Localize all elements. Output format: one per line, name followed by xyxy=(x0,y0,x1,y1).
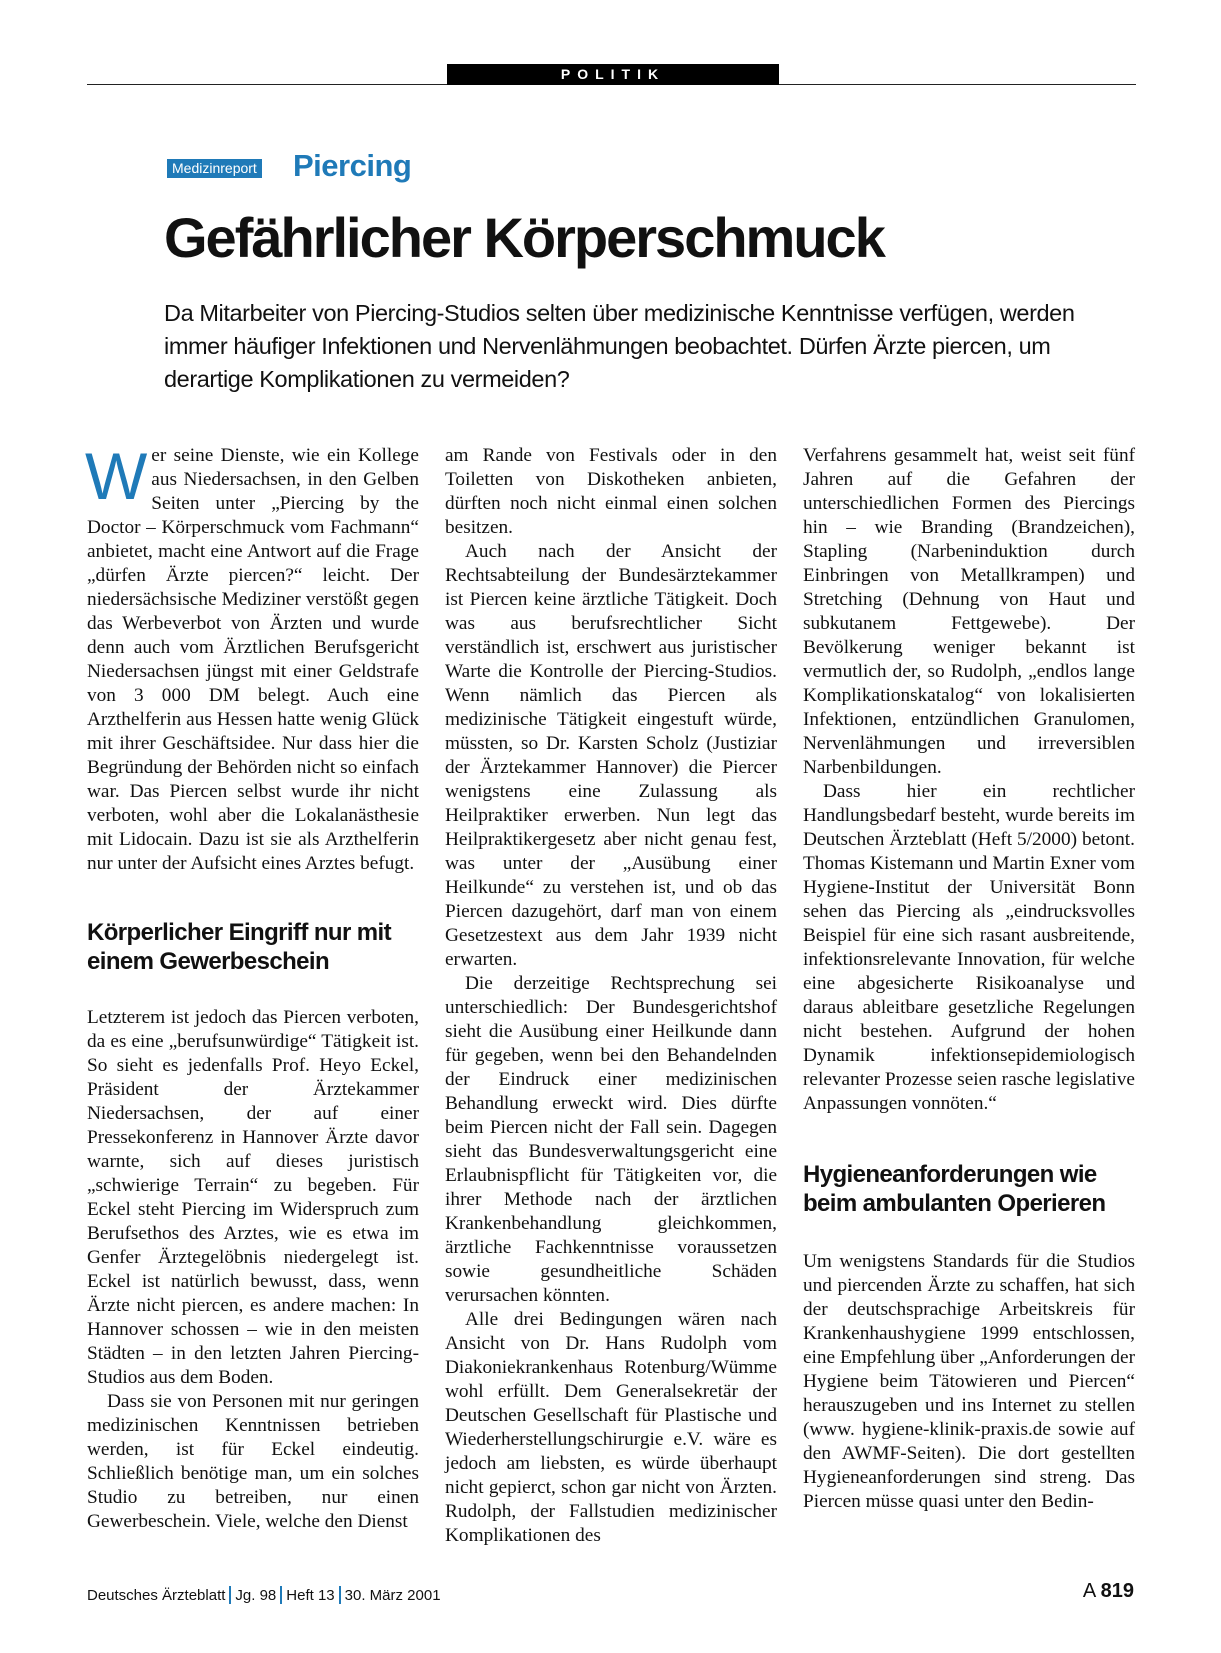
headline: Gefährlicher Körperschmuck xyxy=(164,206,884,269)
drop-cap: W xyxy=(85,439,148,513)
volume: Jg. 98 xyxy=(235,1587,277,1604)
subheading: Körperlicher Eingriff nur mit einem Gewerbeschein xyxy=(87,919,391,975)
lead-paragraph: Da Mitarbeiter von Piercing-Studios selten über medizinische Kenntnisse verfügen, werden immer häufiger Infektionen und Nervenlähmungen beobachtet. Dürfen Ärzte piercen, um derartige Komplikationen zu vermeiden? xyxy=(164,300,1075,392)
separator xyxy=(280,1586,282,1604)
body-paragraph: Alle drei Bedingungen wären nach Ansicht von Dr. Hans Rudolph vom Diakoniekrankenhaus Rotenburg/Wümme wohl erfüllt. Dem Generalsekretär der Deutschen Gesellschaft für Plastische und Wiederherstellungschirurgie e.V. wäre es jedoch am liebsten, es würde überhaupt nicht gepierct, schon gar nicht von Ärzten. Rudolph, der Fallstudien medizinischer Komplikationen des xyxy=(445,1309,777,1546)
body-paragraph: er seine Dienste, wie ein Kollege aus Niedersachsen, in den Gelben Seiten unter „Piercing by the Doctor – Körperschmuck vom Fachmann“ anbietet, macht eine Antwort auf die Frage „dürfen Ärzte piercen?“ leicht. Der niedersächsische Mediziner verstößt gegen das Werbeverbot von Ärzten und wurde denn auch vom Ärztlichen Berufsgericht Niedersachsen jüngst mit einer Geldstrafe von 3 000 DM belegt. Auch eine Arzthelferin aus Hessen hatte wenig Glück mit ihrer Geschäftsidee. Nur dass hier die Begründung der Behörden nicht so einfach war. Das Piercen selbst wurde ihr nicht verboten, wohl aber die Lokalanästhesie mit Lidocain. Dazu ist sie als Arzthelferin nur unter der Aufsicht eines Arztes befugt. xyxy=(87,445,419,874)
footer-citation xyxy=(87,1586,441,1604)
body-paragraph: Dass sie von Personen mit nur geringen medizinischen Kenntnissen betrieben werden, ist für Eckel eindeutig. Schließlich benötige man, um ein solches Studio zu betreiben, nur einen Gewerbeschein. Viele, welche den Dienst xyxy=(87,1391,419,1532)
page-prefix: A xyxy=(1082,1580,1096,1602)
body-paragraph: Verfahrens gesammelt hat, weist seit fünf Jahren auf die Gefahren der unterschiedlichen Formen des Piercings hin – wie Branding (Brandzeichen), Stapling (Narbeninduktion durch Einbringen von Metallkrampen) und Stretching (Dehnung von Haut und subkutanem Fettgewebe). Der Bevölkerung weniger bekannt ist vermutlich der, so Rudolph, „endlos lange Komplikationskatalog“ von lokalisierten Infektionen, entzündlichen Granulomen, Nervenlähmungen und irreversiblen Narbenbildungen. xyxy=(803,445,1135,778)
section-label: POLITIK xyxy=(447,64,779,85)
page-number-value: 819 xyxy=(1100,1580,1134,1602)
kicker-badge: Medizinreport xyxy=(167,159,262,178)
kicker-topic: Piercing xyxy=(293,148,412,183)
body-paragraph: Dass hier ein rechtlicher Handlungsbedarf besteht, wurde bereits im Deutschen Ärzteblatt (Heft 5/2000) betont. Thomas Kistemann und Martin Exner vom Hygiene-Institut der Universität Bonn sehen das Piercing als „eindrucksvolles Beispiel für eine sich rasant ausbreitende, infektionsrelevante Innovation, für welche eine abgesicherte Risikoanalyse und daraus ableitbare gesetzliche Regelungen nicht bestehen. Aufgrund der hohen Dynamik infektionsepidemiologisch relevanter Prozesse seien rasche legislative Anpassungen vonnöten.“ xyxy=(803,781,1135,1114)
issue: Heft 13 xyxy=(286,1587,335,1604)
journal-name: Deutsches Ärzteblatt xyxy=(87,1587,226,1604)
article-column-2 xyxy=(445,444,777,1548)
subheading: Hygieneanforderungen wie beim ambulanten Operieren xyxy=(803,1161,1106,1217)
separator xyxy=(229,1586,231,1604)
page-number xyxy=(1083,1580,1134,1603)
separator xyxy=(339,1586,341,1604)
body-paragraph: Auch nach der Ansicht der Rechtsabteilung der Bundesärztekammer ist Piercen keine ärztliche Tätigkeit. Doch was aus berufsrechtlicher Sicht verständlich ist, erschwert aus juristischer Warte die Kontrolle der Piercing-Studios. Wenn nämlich das Piercen als medizinische Tätigkeit eingestuft würde, müssten, so Dr. Karsten Scholz (Justiziar der Ärztekammer Hannover) die Piercer wenigstens eine Zulassung als Heilpraktiker erwerben. Nun legt das Heilpraktikergesetz aber nicht genau fest, was unter der „Ausübung einer Heilkunde“ zu verstehen ist, und ob das Piercen dazugehört, darf man von einem Gesetzestext aus dem Jahr 1939 nicht erwarten. xyxy=(445,541,777,970)
body-paragraph: Letzterem ist jedoch das Piercen verboten, da es eine „berufsunwürdige“ Tätigkeit ist. So sieht es jedenfalls Prof. Heyo Eckel, Präsident der Ärztekammer Niedersachsen, der auf einer Pressekonferenz in Hannover Ärzte davor warnte, sich auf dieses juristisch „schwierige Terrain“ zu begeben. Für Eckel steht Piercing im Widerspruch zum Berufsethos des Arztes, wie es etwa im Genfer Ärztegelöbnis niedergelegt ist. Eckel ist natürlich bewusst, dass, wenn Ärzte nicht piercen, es andere machen: In Hannover schossen – wie in den meisten Städten – in den letzten Jahren Piercing-Studios aus dem Boden. xyxy=(87,1007,419,1388)
article-column-3 xyxy=(803,444,1135,1514)
body-paragraph: Um wenigstens Standards für die Studios und piercenden Ärzte zu schaffen, hat sich der deutschsprachige Arbeitskreis für Krankenhaushygiene 1999 entschlossen, eine Empfehlung über „Anforderungen der Hygiene beim Tätowieren und Piercen“ herauszugeben und ins Internet zu stellen (www. hygiene-klinik-praxis.de sowie auf den AWMF-Seiten). Die dort gestellten Hygieneanforderungen sind streng. Das Piercen müsse quasi unter den Bedin- xyxy=(803,1251,1135,1512)
body-paragraph: Die derzeitige Rechtsprechung sei unterschiedlich: Der Bundesgerichtshof sieht die Ausübung einer Heilkunde dann für gegeben, wenn bei den Behandelnden der Eindruck einer medizinischen Behandlung erweckt wird. Dies dürfte beim Piercen nicht der Fall sein. Dagegen sieht das Bundesverwaltungsgericht eine Erlaubnispflicht für Tätigkeiten vor, die ihrer Methode nach der ärztlichen Krankenbehandlung gleichkommen, ärztliche Fachkenntnisse voraussetzen sowie gesundheitliche Schäden verursachen könnten. xyxy=(445,973,777,1306)
body-paragraph: am Rande von Festivals oder in den Toiletten von Diskotheken anbieten, dürften noch nicht einmal einen solchen besitzen. xyxy=(445,445,777,538)
issue-date: 30. März 2001 xyxy=(344,1587,441,1604)
article-column-1 xyxy=(85,439,419,1534)
